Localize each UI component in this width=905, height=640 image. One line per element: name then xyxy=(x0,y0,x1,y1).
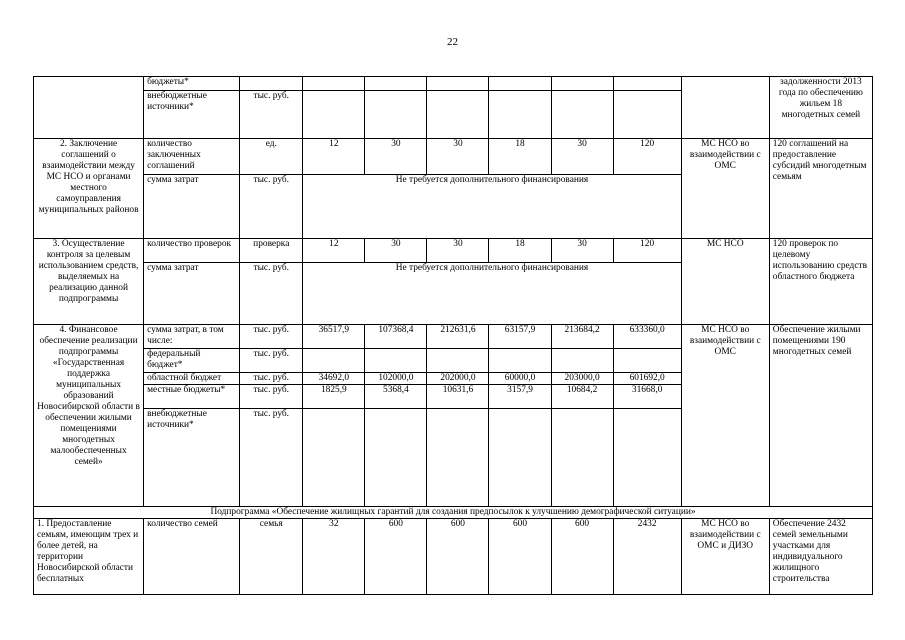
value-cell: 600 xyxy=(427,519,489,595)
value-cell: 31668,0 xyxy=(613,385,681,409)
indicator-cell: внебюджетные источники* xyxy=(144,91,240,139)
table-row xyxy=(34,325,873,349)
value-cell: 12 xyxy=(303,139,365,175)
value-cell: 30 xyxy=(365,139,427,175)
value-cell: 30 xyxy=(427,239,489,263)
value-cell: 32 xyxy=(303,519,365,595)
value-cell: 120 xyxy=(613,239,681,263)
measure-name-cell: 2. Заключение соглашений о взаимодействии между МС НСО и органами местного самоуправления муниципальных районов xyxy=(34,139,144,239)
value-cell: 1825,9 xyxy=(303,385,365,409)
unit-cell xyxy=(240,77,303,91)
measure-name-cell xyxy=(34,77,144,139)
unit-cell: тыс. руб. xyxy=(240,373,303,385)
unit-cell: тыс. руб. xyxy=(240,175,303,239)
value-cell: 107368,4 xyxy=(365,325,427,349)
indicator-cell: областной бюджет xyxy=(144,373,240,385)
value-cell: 5368,4 xyxy=(365,385,427,409)
program-measures-table xyxy=(33,76,873,595)
value-cell: 10684,2 xyxy=(551,385,613,409)
executor-cell: МС НСО xyxy=(681,239,769,325)
value-cell: 212631,6 xyxy=(427,325,489,349)
subprogram-title: Подпрограмма «Обеспечение жилищных гарантий для создания предпосылок к улучшению демографической ситуации» xyxy=(34,507,873,519)
no-funding-note: Не требуется дополнительного финансирования xyxy=(303,263,681,325)
executor-cell: МС НСО во взаимодействии с ОМС xyxy=(681,325,769,507)
executor-cell: МС НСО во взаимодействии с ОМС и ДИЗО xyxy=(681,519,769,595)
value-cell: 34692,0 xyxy=(303,373,365,385)
table-row xyxy=(34,519,873,595)
value-cell: 30 xyxy=(551,139,613,175)
value-cell: 18 xyxy=(489,239,551,263)
executor-cell: МС НСО во взаимодействии с ОМС xyxy=(681,139,769,239)
unit-cell: тыс. руб. xyxy=(240,263,303,325)
value-cell: 10631,6 xyxy=(427,385,489,409)
unit-cell: семья xyxy=(240,519,303,595)
value-cell: 213684,2 xyxy=(551,325,613,349)
measure-name-cell: 1. Предоставление семьям, имеющим трех и более детей, на территории Новосибирской области бесплатных xyxy=(34,519,144,595)
indicator-cell: количество проверок xyxy=(144,239,240,263)
unit-cell: тыс. руб. xyxy=(240,409,303,507)
value-cell: 12 xyxy=(303,239,365,263)
value-cell: 60000,0 xyxy=(489,373,551,385)
measure-name-cell: 4. Финансовое обеспечение реализации подпрограммы «Государственная поддержка муниципальных образований Новосибирской области в обеспечении жилыми помещениями многодетных малообеспеченных семей» xyxy=(34,325,144,507)
indicator-cell: сумма затрат xyxy=(144,263,240,325)
table-row xyxy=(34,139,873,175)
value-cell: 2432 xyxy=(613,519,681,595)
executor-cell xyxy=(681,77,769,139)
measure-name-cell: 3. Осуществление контроля за целевым использованием средств, выделяемых на реализацию данной подпрограммы xyxy=(34,239,144,325)
unit-cell: тыс. руб. xyxy=(240,385,303,409)
result-cell: 120 проверок по целевому использованию средств областного бюджета xyxy=(769,239,872,325)
result-cell: Обеспечение жилыми помещениями 190 многодетных семей xyxy=(769,325,872,507)
value-cell: 63157,9 xyxy=(489,325,551,349)
table-row xyxy=(34,77,873,91)
indicator-cell: сумма затрат, в том числе: xyxy=(144,325,240,349)
value-cell: 120 xyxy=(613,139,681,175)
value-cell: 601692,0 xyxy=(613,373,681,385)
value-cell: 633360,0 xyxy=(613,325,681,349)
indicator-cell: федеральный бюджет* xyxy=(144,349,240,373)
value-cell: 600 xyxy=(489,519,551,595)
indicator-cell: внебюджетные источники* xyxy=(144,409,240,507)
value-cell: 36517,9 xyxy=(303,325,365,349)
value-cell: 30 xyxy=(365,239,427,263)
value-cell: 30 xyxy=(551,239,613,263)
value-cell: 3157,9 xyxy=(489,385,551,409)
table-row xyxy=(34,507,873,519)
page-number: 22 xyxy=(447,36,458,48)
unit-cell: проверка xyxy=(240,239,303,263)
value-cell: 18 xyxy=(489,139,551,175)
no-funding-note: Не требуется дополнительного финансирования xyxy=(303,175,681,239)
result-cell: 120 соглашений на предоставление субсидий многодетным семьям xyxy=(769,139,872,239)
unit-cell: тыс. руб. xyxy=(240,91,303,139)
indicator-cell: местные бюджеты* xyxy=(144,385,240,409)
value-cell: 600 xyxy=(365,519,427,595)
value-cell: 203000,0 xyxy=(551,373,613,385)
unit-cell: тыс. руб. xyxy=(240,325,303,349)
result-cell: задолженности 2013 года по обеспечению жильем 18 многодетных семей xyxy=(769,77,872,139)
unit-cell: тыс. руб. xyxy=(240,349,303,373)
table-row xyxy=(34,239,873,263)
unit-cell: ед. xyxy=(240,139,303,175)
result-cell: Обеспечение 2432 семей земельными участками для индивидуального жилищного строительства xyxy=(769,519,872,595)
indicator-cell: количество семей xyxy=(144,519,240,595)
value-cell: 202000,0 xyxy=(427,373,489,385)
value-cell: 600 xyxy=(551,519,613,595)
indicator-cell: количество заключенных соглашений xyxy=(144,139,240,175)
value-cell: 102000,0 xyxy=(365,373,427,385)
indicator-cell: сумма затрат xyxy=(144,175,240,239)
indicator-cell: бюджеты* xyxy=(144,77,240,91)
value-cell: 30 xyxy=(427,139,489,175)
